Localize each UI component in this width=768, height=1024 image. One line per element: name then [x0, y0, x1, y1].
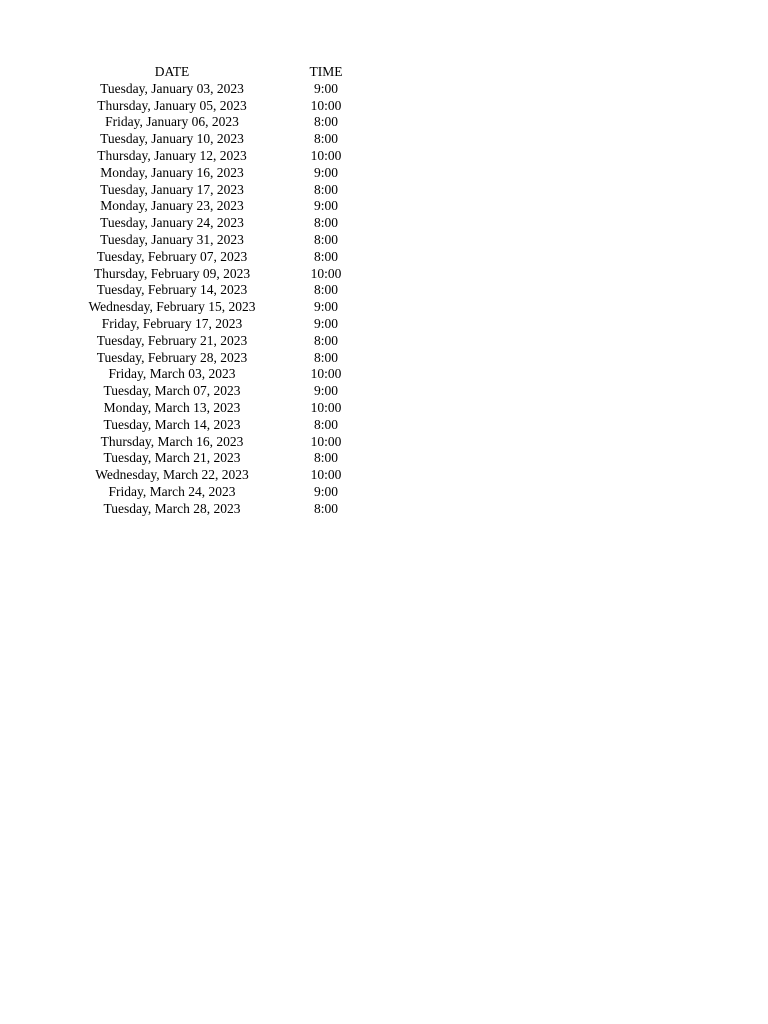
- time-cell: 9:00: [313, 299, 338, 315]
- time-cell: 8:00: [313, 349, 338, 365]
- time-cell: 8:00: [313, 500, 338, 516]
- date-cell: Tuesday, March 07, 2023: [103, 383, 241, 399]
- date-cell: Friday, February 17, 2023: [101, 315, 243, 331]
- date-cell: Monday, January 16, 2023: [100, 164, 244, 180]
- table-row: [0, 198, 768, 215]
- time-cell: 9:00: [313, 164, 338, 180]
- date-cell: Monday, March 13, 2023: [103, 399, 241, 415]
- time-cell: 8:00: [313, 332, 338, 348]
- date-cell: Tuesday, January 24, 2023: [100, 215, 244, 231]
- table-row: [0, 98, 768, 115]
- time-cell: 9:00: [313, 80, 338, 96]
- table-row: [0, 450, 768, 467]
- time-column-header: TIME: [309, 64, 343, 79]
- table-row: [0, 232, 768, 249]
- table-row: [0, 182, 768, 199]
- time-cell: 8:00: [313, 231, 338, 247]
- table-row: [0, 350, 768, 367]
- table-row: [0, 366, 768, 383]
- table-row: [0, 131, 768, 148]
- date-cell: Wednesday, February 15, 2023: [88, 299, 256, 315]
- time-cell: 9:00: [313, 383, 338, 399]
- table-body: [0, 81, 768, 518]
- table-row: [0, 81, 768, 98]
- table-row: [0, 282, 768, 299]
- date-cell: Tuesday, March 28, 2023: [103, 500, 241, 516]
- time-cell: 8:00: [313, 181, 338, 197]
- table-row: [0, 333, 768, 350]
- time-cell: 8:00: [313, 416, 338, 432]
- time-cell: 8:00: [313, 131, 338, 147]
- table-row: [0, 434, 768, 451]
- table-row: [0, 400, 768, 417]
- date-cell: Friday, March 03, 2023: [108, 366, 236, 382]
- date-cell: Tuesday, January 10, 2023: [100, 131, 244, 147]
- table-row: [0, 148, 768, 165]
- date-cell: Tuesday, February 21, 2023: [96, 332, 248, 348]
- date-cell: Tuesday, March 14, 2023: [103, 416, 241, 432]
- table-row: [0, 383, 768, 400]
- date-cell: Thursday, February 09, 2023: [93, 265, 251, 281]
- time-cell: 10:00: [310, 399, 342, 415]
- date-cell: Tuesday, January 03, 2023: [100, 80, 244, 96]
- table-row: [0, 215, 768, 232]
- date-cell: Friday, January 06, 2023: [105, 114, 239, 130]
- table-row: [0, 467, 768, 484]
- table-row: [0, 249, 768, 266]
- time-cell: 9:00: [313, 483, 338, 499]
- time-cell: 8:00: [313, 450, 338, 466]
- date-cell: Tuesday, February 14, 2023: [96, 282, 248, 298]
- time-cell: 8:00: [313, 114, 338, 130]
- table-row: [0, 501, 768, 518]
- table-row: [0, 417, 768, 434]
- time-cell: 8:00: [313, 282, 338, 298]
- date-cell: Wednesday, March 22, 2023: [95, 467, 249, 483]
- time-cell: 10:00: [310, 265, 342, 281]
- time-cell: 10:00: [310, 366, 342, 382]
- table-row: [0, 484, 768, 501]
- date-cell: Thursday, January 05, 2023: [97, 97, 247, 113]
- date-cell: Thursday, January 12, 2023: [97, 147, 247, 163]
- table-row: [0, 165, 768, 182]
- schedule-table: [0, 64, 768, 518]
- time-cell: 10:00: [310, 467, 342, 483]
- time-cell: 8:00: [313, 248, 338, 264]
- table-row: [0, 114, 768, 131]
- time-cell: 10:00: [310, 433, 342, 449]
- date-cell: Friday, March 24, 2023: [108, 483, 236, 499]
- date-cell: Tuesday, January 17, 2023: [100, 181, 244, 197]
- date-cell: Thursday, March 16, 2023: [100, 433, 244, 449]
- table-row: [0, 299, 768, 316]
- date-cell: Tuesday, March 21, 2023: [103, 450, 241, 466]
- time-cell: 9:00: [313, 315, 338, 331]
- time-cell: 10:00: [310, 147, 342, 163]
- table-row: [0, 316, 768, 333]
- date-cell: Tuesday, February 07, 2023: [96, 248, 248, 264]
- time-cell: 8:00: [313, 215, 338, 231]
- date-cell: Monday, January 23, 2023: [100, 198, 244, 214]
- header-row: [0, 64, 768, 81]
- date-cell: Tuesday, January 31, 2023: [100, 231, 244, 247]
- date-column-header: DATE: [154, 64, 190, 79]
- time-cell: 10:00: [310, 97, 342, 113]
- table-row: [0, 266, 768, 283]
- time-cell: 9:00: [313, 198, 338, 214]
- date-cell: Tuesday, February 28, 2023: [96, 349, 248, 365]
